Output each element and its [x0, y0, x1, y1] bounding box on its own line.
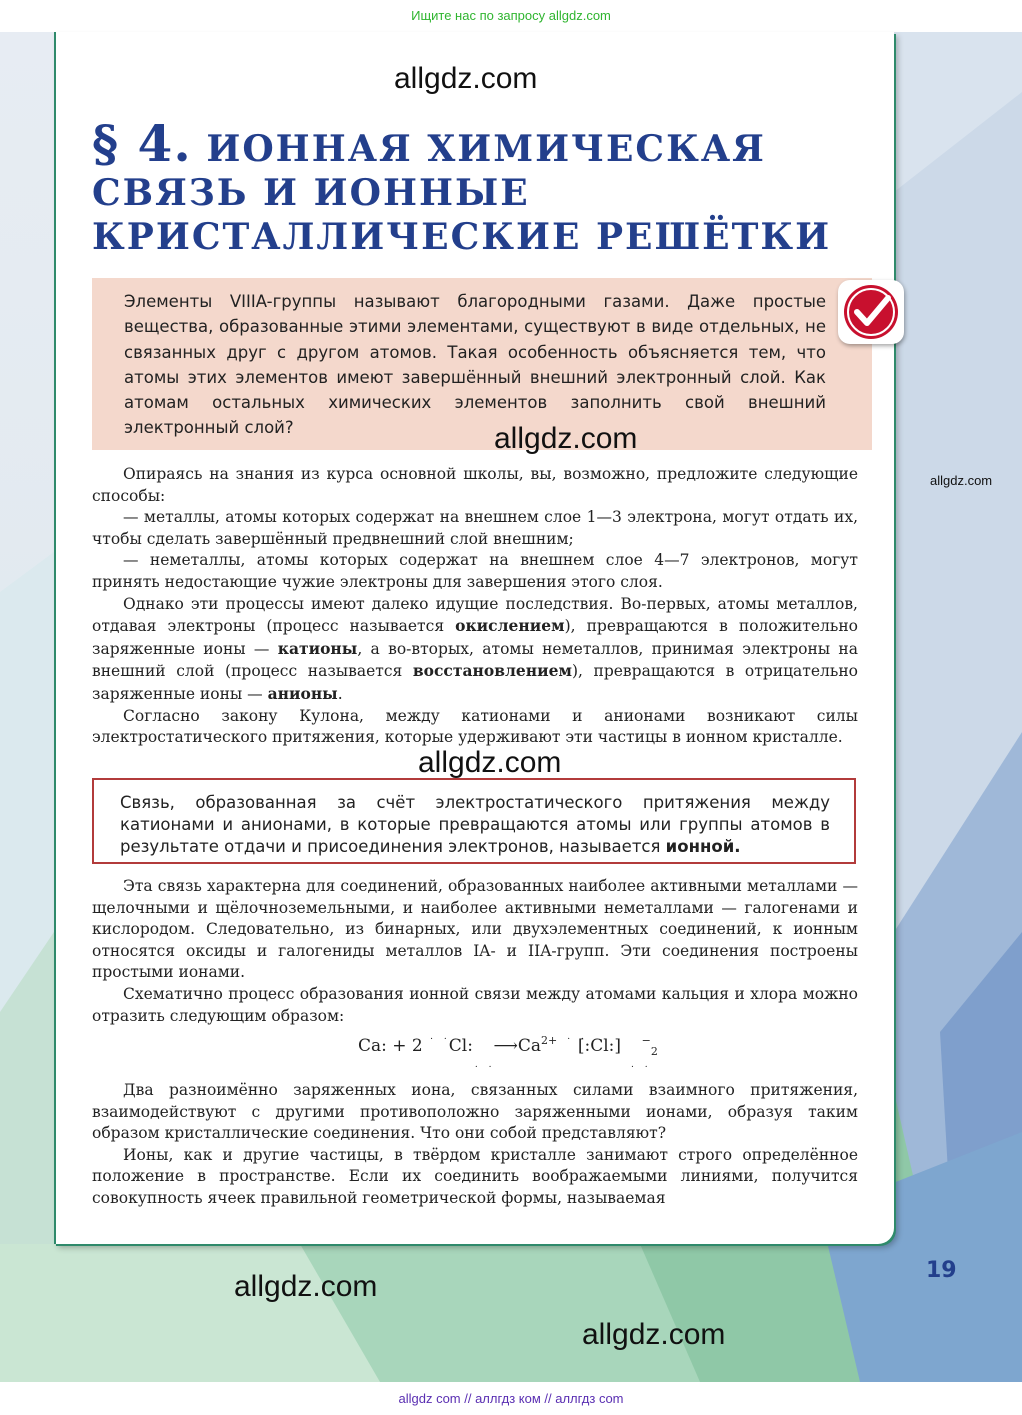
top-banner[interactable]: Ищите нас по запросу allgdz.com [411, 8, 611, 23]
term-ionic: ионной. [665, 836, 741, 856]
watermark: allgdz.com [234, 1270, 378, 1303]
chloride-with-dots [557, 1031, 652, 1070]
watermark: allgdz.com [494, 422, 638, 455]
watermark: allgdz.com [930, 473, 993, 488]
paragraph: Схематично процесс образования ионной связи между атомами кальция и хлора можно отразить следующим образом: [92, 984, 858, 1025]
electron-dots: . . [474, 1059, 496, 1070]
definition-text [120, 792, 830, 857]
term-reduction: восстановлением [412, 661, 572, 681]
paragraph: — металлы, атомы которых содержат на внешнем слое 1—3 электрона, могут отдать их, чтобы сделать завершённый предвнешний слой внешним; [92, 508, 858, 548]
watermark: allgdz.com [418, 746, 562, 779]
checkmark-icon [838, 280, 904, 344]
chlorine-with-dots [428, 1031, 496, 1070]
title-line-1: ИОННАЯ ХИМИЧЕСКАЯ [206, 128, 766, 170]
electron-dots: . . [567, 1031, 588, 1042]
formula-part: [:Cl:] [577, 1035, 622, 1056]
body-text-1 [92, 464, 858, 749]
paragraph: — неметаллы, атомы которых содержат на внешнем слое 4—7 электронов, могут принять недостающие чужие электроны для завершения этого слоя. [92, 551, 858, 591]
term-cations: катионы [277, 638, 358, 658]
text-span: Однако эти процессы имеют далеко идущие последствия. Во-первых, атомы металлов, отдавая электроны (процесс называется [92, 594, 858, 636]
formula-part: Ca [517, 1035, 542, 1056]
term-oxidation: окислением [455, 616, 565, 636]
term-anions: анионы [267, 683, 338, 703]
formula-charge: 2+ [541, 1034, 558, 1047]
watermark: allgdz.com [582, 1318, 726, 1351]
paragraph: Два разноимённо заряженных иона, связанных силами взаимного притяжения, взаимодействуют с другими противоположно заряженными ионами, образуя таким образом кристаллические соединения. Что они собой представляют? [92, 1081, 858, 1143]
electron-dots: . . [430, 1031, 451, 1042]
page-title [92, 114, 852, 259]
text-span: . [337, 684, 343, 703]
paragraph: Эта связь характерна для соединений, образованных наиболее активными металлами — щелочными и щёлочноземельными, и наиболее активными неметаллами — галогенами и кислородом. Следовательно, из бинарных, или двухэлементных соединений, к ионным относятся оксиды и галогениды металлов IA- и IIA-групп. Эти соединения построены простыми ионами. [92, 877, 858, 982]
text-span: ), превращаются в положительно заряженные ионы — [92, 617, 859, 658]
arrow-icon: ⟶ [493, 1035, 518, 1056]
formula-part: Ca: + 2 [358, 1035, 423, 1056]
body-text-2 [92, 876, 858, 1027]
text-span: , а во-вторых, атомы неметаллов, принимая электроны на внешний слой (процесс называется [92, 639, 859, 681]
page-number: 19 [926, 1258, 957, 1283]
paragraph-number: § 4. [92, 114, 192, 173]
title-line-2: СВЯЗЬ И ИОННЫЕ [92, 172, 530, 214]
paragraph [92, 594, 858, 706]
formula-index: 2 [650, 1045, 658, 1059]
title-line-3: КРИСТАЛЛИЧЕСКИЕ РЕШЁТКИ [92, 216, 832, 258]
paragraph: Ионы, как и другие частицы, в твёрдом кристалле занимают строго определённое положение в пространстве. Если их соединить воображаемыми линиями, получится совокупность ячеек правильной геометрической формы, называемая [92, 1145, 858, 1207]
electron-dots: . . [631, 1059, 652, 1070]
intro-text: Элементы VIIIA-группы называют благородными газами. Даже простые вещества, образованные этими элементами, существуют в виде отдельных, не связанных друг с другом атомов. Такая особенность объясняется тем, что атомы этих элементов имеют завершённый внешний электронный слой. Как атомам остальных химических элементов заполнить свой внешний электронный слой? [124, 292, 826, 438]
formula-part: Cl: [448, 1035, 473, 1056]
paragraph: Согласно закону Кулона, между катионами и анионами возникают силы электростатического притяжения, которые удерживают эти частицы в ионном кристалле. [92, 706, 858, 747]
check-badge [838, 280, 904, 344]
formula [358, 1031, 658, 1074]
paragraph: Опираясь на знания из курса основной школы, вы, возможно, предложите следующие способы: [92, 465, 858, 505]
formula-charge: − [641, 1034, 651, 1047]
text-span: Связь, образованная за счёт электростатического притяжения между катионами и анионами, в которые превращаются атомы или группы атомов в результате отдачи и присоединения электронов, называется [120, 793, 830, 856]
watermark: allgdz.com [394, 62, 538, 95]
footer-links[interactable]: allgdz com // аллгдз ком // аллгдз com [0, 1382, 1022, 1415]
text-span: ), превращаются в отрицательно заряженные ионы — [92, 662, 858, 703]
body-text-3 [92, 1080, 858, 1210]
